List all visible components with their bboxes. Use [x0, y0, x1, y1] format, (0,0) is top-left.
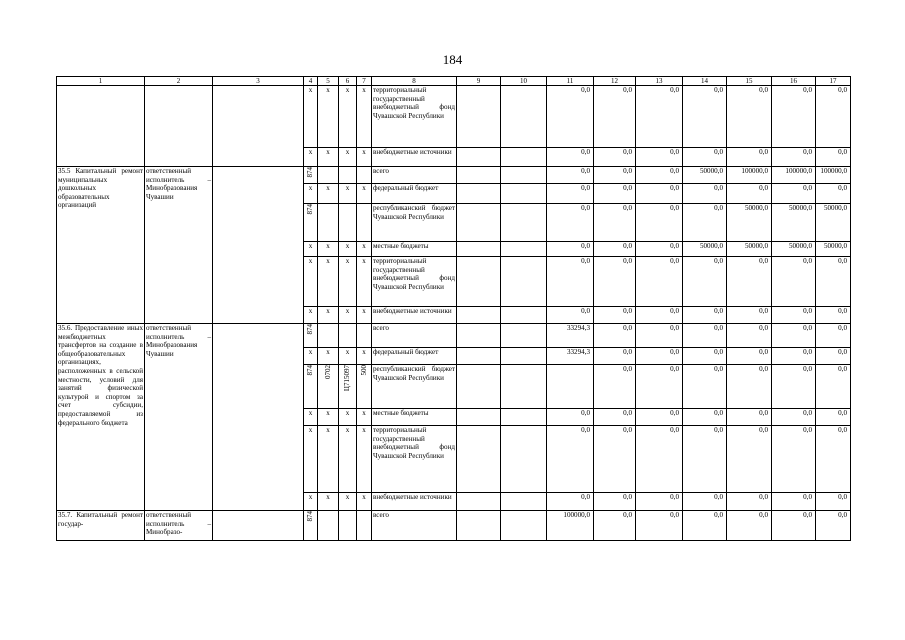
amount-year-2: 0,0: [594, 307, 636, 324]
amount-year-3: 0,0: [636, 257, 683, 307]
amount-year-5: 0,0: [727, 257, 772, 307]
amount-year-1: 0,0: [547, 86, 594, 148]
funding-source: внебюджетные источники: [372, 493, 457, 511]
amount-year-3: 0,0: [636, 348, 683, 365]
col-2: 2: [145, 77, 213, 86]
col-14: 14: [683, 77, 727, 86]
empty-cell-col-9: [457, 324, 501, 348]
amount-year-3: 0,0: [636, 307, 683, 324]
table-row: [57, 324, 851, 348]
page-number: 184: [442, 52, 463, 67]
amount-year-1: 0,0: [547, 242, 594, 257]
budget-code-c4: х: [304, 409, 318, 426]
amount-year-1: [547, 365, 594, 409]
code-value: 874: [306, 204, 315, 215]
responsible-executor: ответственный исполнитель – Минобразо-: [145, 511, 213, 541]
amount-year-3: 0,0: [636, 204, 683, 242]
budget-code-c4: х: [304, 493, 318, 511]
funding-source: федеральный бюджет: [372, 184, 457, 204]
budget-code-c5: х: [318, 86, 339, 148]
budget-code-c6: [339, 365, 357, 409]
amount-year-1: 0,0: [547, 493, 594, 511]
amount-year-4: 0,0: [683, 307, 727, 324]
amount-year-3: 0,0: [636, 409, 683, 426]
amount-year-5: 0,0: [727, 148, 772, 167]
col-5: 5: [318, 77, 339, 86]
amount-year-3: 0,0: [636, 365, 683, 409]
amount-year-3: 0,0: [636, 426, 683, 493]
empty-cell-col-10: [501, 426, 547, 493]
amount-year-5: 50000,0: [727, 242, 772, 257]
amount-year-3: 0,0: [636, 148, 683, 167]
amount-year-2: 0,0: [594, 324, 636, 348]
empty-cell-col-10: [501, 148, 547, 167]
amount-year-3: 0,0: [636, 493, 683, 511]
code-value: 500: [359, 365, 368, 376]
amount-year-2: 0,0: [594, 257, 636, 307]
amount-year-5: 0,0: [727, 307, 772, 324]
budget-code-c7: [357, 365, 372, 409]
amount-year-4: 0,0: [683, 184, 727, 204]
amount-year-1: 0,0: [547, 148, 594, 167]
empty-cell-col-10: [501, 348, 547, 365]
budget-code-c5: х: [318, 409, 339, 426]
column-3-cell: [213, 167, 304, 324]
budget-code-c4: [304, 324, 318, 348]
budget-code-c6: х: [339, 184, 357, 204]
budget-code-c7: [357, 511, 372, 541]
col-10: 10: [501, 77, 547, 86]
code-value: 874: [306, 511, 315, 522]
budget-code-c7: х: [357, 148, 372, 167]
amount-year-6: 0,0: [772, 365, 816, 409]
budget-code-c6: [339, 511, 357, 541]
code-value: Ц715097: [343, 365, 352, 392]
code-value: 874: [306, 365, 315, 376]
column-3-cell: [213, 324, 304, 511]
funding-source: местные бюджеты: [372, 242, 457, 257]
budget-code-c6: [339, 204, 357, 242]
empty-cell-col-9: [457, 493, 501, 511]
amount-year-6: 0,0: [772, 511, 816, 541]
funding-source: территориальный государственный внебюджетный фонд Чувашской Республики: [372, 426, 457, 493]
amount-year-7: 50000,0: [816, 242, 851, 257]
amount-year-7: 0,0: [816, 511, 851, 541]
amount-year-4: 50000,0: [683, 242, 727, 257]
amount-year-2: 0,0: [594, 409, 636, 426]
amount-year-5: 0,0: [727, 348, 772, 365]
amount-year-4: 0,0: [683, 148, 727, 167]
amount-year-1: 0,0: [547, 167, 594, 184]
funding-source: территориальный государственный внебюджетный фонд Чувашской Республики: [372, 86, 457, 148]
amount-year-3: 0,0: [636, 324, 683, 348]
amount-year-5: 0,0: [727, 511, 772, 541]
amount-year-7: 0,0: [816, 426, 851, 493]
table-row: [57, 86, 851, 148]
budget-code-c4: х: [304, 184, 318, 204]
amount-year-6: 0,0: [772, 409, 816, 426]
funding-source: местные бюджеты: [372, 409, 457, 426]
amount-year-6: 0,0: [772, 86, 816, 148]
amount-year-6: 0,0: [772, 426, 816, 493]
empty-cell-col-9: [457, 184, 501, 204]
budget-code-c5: х: [318, 257, 339, 307]
amount-year-6: 100000,0: [772, 167, 816, 184]
amount-year-4: 0,0: [683, 511, 727, 541]
empty-cell-col-9: [457, 167, 501, 184]
budget-code-c7: х: [357, 242, 372, 257]
empty-cell-col-9: [457, 426, 501, 493]
empty-cell-col-9: [457, 348, 501, 365]
event-name: [57, 86, 145, 167]
col-3: 3: [213, 77, 304, 86]
budget-code-c5: [318, 167, 339, 184]
amount-year-6: 50000,0: [772, 204, 816, 242]
budget-code-c4: [304, 204, 318, 242]
funding-source: территориальный государственный внебюджетный фонд Чувашской Республики: [372, 257, 457, 307]
amount-year-2: 0,0: [594, 167, 636, 184]
amount-year-7: 0,0: [816, 307, 851, 324]
budget-code-c6: [339, 167, 357, 184]
budget-code-c4: х: [304, 257, 318, 307]
empty-cell-col-10: [501, 184, 547, 204]
funding-source: республиканский бюджет Чувашской Республики: [372, 365, 457, 409]
col-8: 8: [372, 77, 457, 86]
amount-year-4: 0,0: [683, 324, 727, 348]
amount-year-2: 0,0: [594, 426, 636, 493]
empty-cell-col-10: [501, 167, 547, 184]
amount-year-3: 0,0: [636, 242, 683, 257]
col-15: 15: [727, 77, 772, 86]
col-17: 17: [816, 77, 851, 86]
funding-source: внебюджетные источники: [372, 148, 457, 167]
amount-year-7: 50000,0: [816, 204, 851, 242]
funding-source: внебюджетные источники: [372, 307, 457, 324]
amount-year-6: 0,0: [772, 348, 816, 365]
empty-cell-col-10: [501, 365, 547, 409]
budget-code-c6: х: [339, 242, 357, 257]
col-11: 11: [547, 77, 594, 86]
col-4: 4: [304, 77, 318, 86]
budget-code-c7: х: [357, 493, 372, 511]
table-row: [57, 167, 851, 184]
amount-year-2: 0,0: [594, 511, 636, 541]
budget-code-c7: [357, 324, 372, 348]
empty-cell-col-10: [501, 511, 547, 541]
budget-code-c4: х: [304, 86, 318, 148]
budget-code-c5: [318, 511, 339, 541]
amount-year-4: 0,0: [683, 426, 727, 493]
amount-year-7: 0,0: [816, 365, 851, 409]
responsible-executor: ответственный исполнитель – Минобразования Чувашии: [145, 167, 213, 324]
empty-cell-col-9: [457, 242, 501, 257]
table-row: [57, 511, 851, 541]
amount-year-3: 0,0: [636, 167, 683, 184]
amount-year-6: 0,0: [772, 184, 816, 204]
event-name: 35.5 Капитальный ремонт муниципальных дошкольных образовательных организаций: [57, 167, 145, 324]
amount-year-4: 0,0: [683, 86, 727, 148]
budget-code-c5: х: [318, 307, 339, 324]
funding-source: всего: [372, 167, 457, 184]
amount-year-3: 0,0: [636, 86, 683, 148]
budget-code-c6: [339, 324, 357, 348]
budget-code-c4: х: [304, 348, 318, 365]
budget-code-c4: х: [304, 426, 318, 493]
budget-code-c6: х: [339, 257, 357, 307]
col-13: 13: [636, 77, 683, 86]
amount-year-7: 0,0: [816, 324, 851, 348]
amount-year-5: 0,0: [727, 86, 772, 148]
budget-code-c7: х: [357, 426, 372, 493]
empty-cell-col-10: [501, 324, 547, 348]
col-1: 1: [57, 77, 145, 86]
budget-code-c4: [304, 167, 318, 184]
budget-code-c7: [357, 167, 372, 184]
amount-year-7: 0,0: [816, 409, 851, 426]
col-7: 7: [357, 77, 372, 86]
amount-year-5: 0,0: [727, 365, 772, 409]
funding-source: республиканский бюджет Чувашской Республики: [372, 204, 457, 242]
budget-code-c6: х: [339, 348, 357, 365]
empty-cell-col-10: [501, 204, 547, 242]
funding-source: федеральный бюджет: [372, 348, 457, 365]
budget-code-c6: х: [339, 493, 357, 511]
empty-cell-col-9: [457, 86, 501, 148]
budget-code-c4: [304, 511, 318, 541]
budget-code-c4: х: [304, 242, 318, 257]
budget-code-c6: х: [339, 409, 357, 426]
amount-year-5: 0,0: [727, 184, 772, 204]
amount-year-5: 0,0: [727, 324, 772, 348]
budget-code-c5: х: [318, 493, 339, 511]
amount-year-4: 0,0: [683, 257, 727, 307]
budget-code-c7: х: [357, 86, 372, 148]
amount-year-7: 0,0: [816, 184, 851, 204]
empty-cell-col-10: [501, 493, 547, 511]
amount-year-7: 0,0: [816, 493, 851, 511]
budget-code-c7: [357, 204, 372, 242]
empty-cell-col-9: [457, 257, 501, 307]
amount-year-6: 0,0: [772, 307, 816, 324]
amount-year-4: 0,0: [683, 348, 727, 365]
event-name: 35.6. Предоставление иных межбюджетных трансфертов на создание в общеобразовательных организациях, расположенных в сельской местности, условий для занятий физической культурой и спортом за счет субсидии, предоставляемой из федерального бюджета: [57, 324, 145, 511]
amount-year-6: 0,0: [772, 257, 816, 307]
empty-cell-col-10: [501, 242, 547, 257]
budget-code-c4: х: [304, 148, 318, 167]
amount-year-2: 0,0: [594, 365, 636, 409]
amount-year-4: 0,0: [683, 493, 727, 511]
budget-code-c5: х: [318, 148, 339, 167]
budget-code-c6: х: [339, 426, 357, 493]
amount-year-1: 33294,3: [547, 324, 594, 348]
amount-year-1: 100000,0: [547, 511, 594, 541]
amount-year-1: 0,0: [547, 184, 594, 204]
amount-year-5: 100000,0: [727, 167, 772, 184]
amount-year-7: 0,0: [816, 86, 851, 148]
amount-year-2: 0,0: [594, 148, 636, 167]
responsible-executor: ответственный исполнитель – Минобразования Чувашии: [145, 324, 213, 511]
amount-year-5: 0,0: [727, 426, 772, 493]
budget-code-c5: х: [318, 348, 339, 365]
budget-code-c6: х: [339, 86, 357, 148]
amount-year-2: 0,0: [594, 348, 636, 365]
empty-cell-col-9: [457, 409, 501, 426]
budget-code-c6: х: [339, 307, 357, 324]
amount-year-1: 0,0: [547, 426, 594, 493]
budget-code-c7: х: [357, 184, 372, 204]
budget-code-c6: х: [339, 148, 357, 167]
empty-cell-col-9: [457, 148, 501, 167]
amount-year-6: 0,0: [772, 148, 816, 167]
amount-year-1: 0,0: [547, 204, 594, 242]
code-value: 0702: [323, 365, 332, 379]
amount-year-5: 0,0: [727, 493, 772, 511]
column-3-cell: [213, 511, 304, 541]
amount-year-2: 0,0: [594, 184, 636, 204]
empty-cell-col-10: [501, 307, 547, 324]
budget-code-c7: х: [357, 409, 372, 426]
budget-code-c4: [304, 365, 318, 409]
budget-code-c7: х: [357, 307, 372, 324]
table-body: [57, 86, 851, 541]
amount-year-6: 0,0: [772, 493, 816, 511]
header-row: [57, 77, 851, 86]
amount-year-2: 0,0: [594, 242, 636, 257]
col-12: 12: [594, 77, 636, 86]
empty-cell-col-10: [501, 409, 547, 426]
code-value: 874: [306, 167, 315, 178]
budget-code-c7: х: [357, 348, 372, 365]
empty-cell-col-9: [457, 365, 501, 409]
amount-year-5: 50000,0: [727, 204, 772, 242]
amount-year-4: 0,0: [683, 204, 727, 242]
funding-source: всего: [372, 511, 457, 541]
amount-year-1: 0,0: [547, 257, 594, 307]
budget-code-c5: х: [318, 184, 339, 204]
event-name: 35.7. Капитальный ремонт государ-: [57, 511, 145, 541]
amount-year-7: 0,0: [816, 348, 851, 365]
amount-year-3: 0,0: [636, 184, 683, 204]
amount-year-2: 0,0: [594, 204, 636, 242]
amount-year-4: 0,0: [683, 409, 727, 426]
column-3-cell: [213, 86, 304, 167]
amount-year-6: 50000,0: [772, 242, 816, 257]
budget-code-c5: х: [318, 242, 339, 257]
empty-cell-col-9: [457, 204, 501, 242]
col-6: 6: [339, 77, 357, 86]
empty-cell-col-9: [457, 511, 501, 541]
amount-year-5: 0,0: [727, 409, 772, 426]
funding-source: всего: [372, 324, 457, 348]
amount-year-6: 0,0: [772, 324, 816, 348]
col-16: 16: [772, 77, 816, 86]
amount-year-1: 0,0: [547, 409, 594, 426]
empty-cell-col-10: [501, 86, 547, 148]
amount-year-1: 0,0: [547, 307, 594, 324]
amount-year-7: 0,0: [816, 148, 851, 167]
responsible-executor: [145, 86, 213, 167]
amount-year-2: 0,0: [594, 86, 636, 148]
amount-year-3: 0,0: [636, 511, 683, 541]
amount-year-7: 0,0: [816, 257, 851, 307]
budget-code-c5: х: [318, 426, 339, 493]
col-9: 9: [457, 77, 501, 86]
amount-year-4: 50000,0: [683, 167, 727, 184]
code-value: 874: [306, 324, 315, 335]
budget-code-c4: х: [304, 307, 318, 324]
budget-code-c5: [318, 365, 339, 409]
empty-cell-col-9: [457, 307, 501, 324]
empty-cell-col-10: [501, 257, 547, 307]
amount-year-7: 100000,0: [816, 167, 851, 184]
amount-year-4: 0,0: [683, 365, 727, 409]
amount-year-2: 0,0: [594, 493, 636, 511]
budget-code-c5: [318, 204, 339, 242]
budget-code-c5: [318, 324, 339, 348]
budget-code-c7: х: [357, 257, 372, 307]
budget-table: [56, 76, 851, 541]
amount-year-1: 33294,3: [547, 348, 594, 365]
